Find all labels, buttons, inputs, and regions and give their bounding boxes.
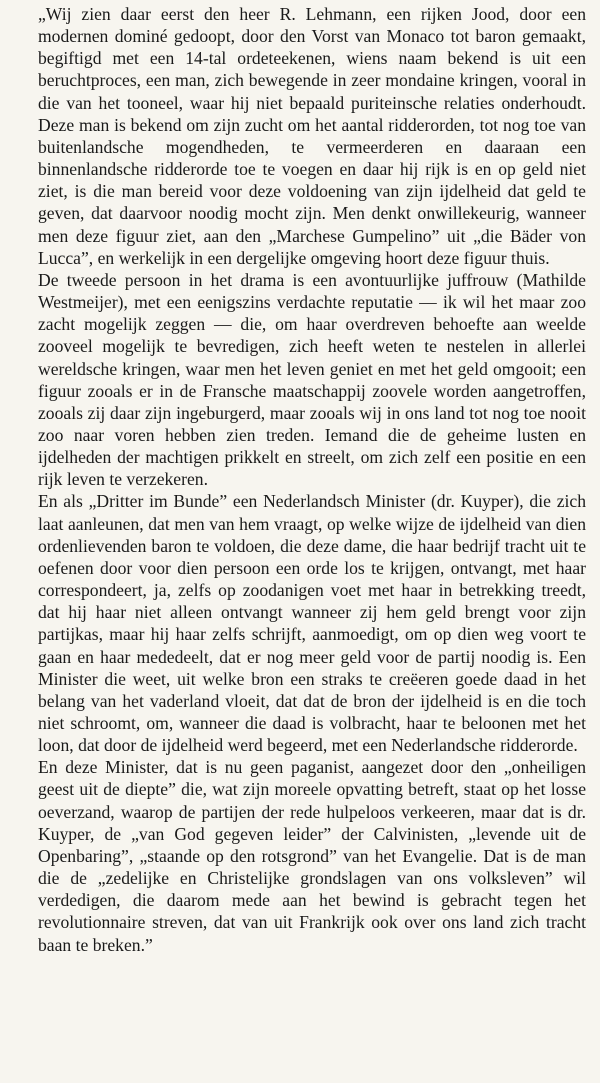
paragraph-kuyper-minister: En als „Dritter im Bunde” een Nederlandsch Minister (dr. Kuyper), die zich laat aanleunen, dat men van hem vraagt, op welke wijze de ijdelheid van dien ordenlievenden baron te voldoen, die deze dame, die haar bedrijf tracht uit te oefenen door voor dien persoon een orde los te krijgen, ontvangt, met haar correspondeert, ja, zelfs op zoodanigen voet met haar in betrekking treedt, dat hij haar niet alleen ontvangt wanneer zij hem geld brengt voor zijn partijkas, maar hij haar zelfs schrijft, aanmoedigt, om op dien weg voort te gaan en haar mededeelt, dat er nog meer geld voor de partij noodig is. Een Minister die weet, uit welke bron een straks te creëeren goede daad in het belang van het vaderland vloeit, dat dat de bron der ijdelheid is en die toch niet schroomt, om, wanneer die daad is volbracht, haar te beloonen met het loon, dat door de ijdelheid werd begeerd, met een Nederlandsche ridderorde. xyxy=(38,491,586,756)
paragraph-westmeijer: De tweede persoon in het drama is een avontuurlijke juffrouw (Mathilde Westmeijer), met een eenigszins verdachte reputatie — ik wil het maar zoo zacht mogelijk zeggen — die, om haar overdreven behoefte aan weelde zooveel mogelijk te bevredigen, zich heeft weten te nestelen in allerlei wereldsche kringen, waar men het leven geniet en met het geld omgooit; een figuur zooals er in de Fransche maatschappij zoovele worden aangetroffen, zooals zij daar zijn ingeburgerd, maar zooals wij in ons land tot nog toe nooit zoo naar voren hebben zien treden. Iemand die de geheime lusten en ijdelheden der machtigen prikkelt en streelt, om zich zelf een positie en een rijk leven te verzekeren. xyxy=(38,269,586,490)
paragraph-lehmann: „Wij zien daar eerst den heer R. Lehmann, een rijken Jood, door een modernen dominé gedoopt, door den Vorst van Monaco tot baron gemaakt, begiftigd met een 14-tal ordeteekenen, wiens naam bekend is uit een beruchtproces, een man, zich bewegende in zeer mondaine kringen, vooral in die van het tooneel, waar hij niet bepaald puriteinsche relaties onderhoudt. Deze man is bekend om zijn zucht om het aantal ridderorden, tot nog toe van buitenlandsche mogendheden, te vermeerderen en daaraan een binnenlandsche ridderorde toe te voegen en daar hij rijk is en op geld niet ziet, is die man bereid voor deze voldoening van zijn ijdelheid dat geld te geven, dat daarvoor noodig mocht zijn. Men denkt onwillekeurig, wanneer men deze figuur ziet, aan den „Marchese Gumpelino” uit „die Bäder von Lucca”, en werkelijk in een dergelijke omgeving hoort deze figuur thuis. xyxy=(38,4,586,268)
document-page xyxy=(38,3,586,956)
paragraph-calvinist-leader: En deze Minister, dat is nu geen paganist, aangezet door den „onheiligen geest uit de diepte” die, wat zijn moreele opvatting betreft, staat op het losse oeverzand, waarop de partijen der rede hulpeloos verkeeren, maar dat is dr. Kuyper, de „van God gegeven leider” der Calvinisten, „levende uit de Openbaring”, „staande op den rotsgrond” van het Evangelie. Dat is de man die de „zedelijke en Christelijke grondslagen van ons volksleven” wil verdedigen, die daarom mede aan het bewind is gebracht tegen het revolutionnaire streven, dat van uit Frankrijk ook over ons land zich tracht baan te breken.” xyxy=(38,757,586,955)
